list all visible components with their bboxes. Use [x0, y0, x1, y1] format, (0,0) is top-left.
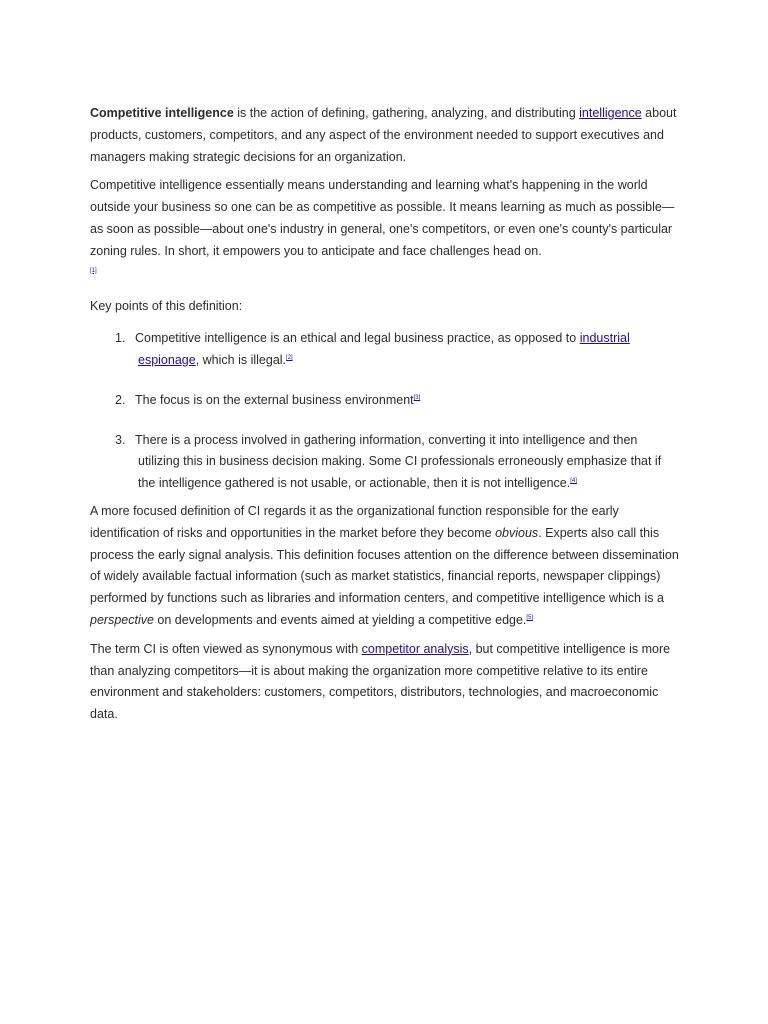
emphasis-obvious: obvious	[495, 525, 539, 540]
focused-definition-paragraph: A more focused definition of CI regards it as the organizational function responsible for the early identification of risks and opportunities in the market before they become obvious. Experts also call this process the early signal analysis. This definition focuses attention on the difference between dissemination of widely available factual information (such as market statistics, financial reports, newspaper clippings) performed by functions such as libraries and information centers, and competitive intelligence which is a perspective on developments and events aimed at yielding a competitive edge.[5]	[90, 503, 679, 627]
list-number: 3.	[115, 432, 126, 447]
term-competitive-intelligence: Competitive intelligence	[90, 106, 234, 120]
meaning-paragraph: Competitive intelligence essentially means understanding and learning what's happening in the world outside your business so one can be as competitive as possible. It means learning as much as possible—as soon as possible—about one's industry in general, one's competitors, or even one's county's particular zoning rules. In short, it empowers you to anticipate and face challenges head on. [1]	[90, 178, 675, 274]
list-number: 2.	[115, 392, 126, 407]
reference-5[interactable]: [5]	[526, 614, 534, 621]
list-item: 2. The focus is on the external business environment[3]	[90, 390, 682, 412]
keypoints-intro: Key points of this definition:	[90, 299, 243, 314]
reference-2[interactable]: [2]	[286, 354, 293, 361]
list-item: 1. Competitive intelligence is an ethical and legal business practice, as opposed to industrial espionage, which is illegal.[2]	[90, 328, 682, 372]
list-item: 3. There is a process involved in gathering information, converting it into intelligence and then utilizing this in business decision making. Some CI professionals erroneously emphasize that if the intelligence gathered is not usable, or actionable, then it is not intelligence.[4]	[90, 430, 682, 495]
keypoints-list	[90, 328, 682, 495]
reference-1[interactable]: [1]	[90, 267, 97, 274]
definition-paragraph: Competitive intelligence is the action of defining, gathering, analyzing, and distributing intelligence about products, customers, competitors, and any aspect of the environment needed to support executives and managers making strategic decisions for an organization.	[90, 106, 677, 164]
ci-term-paragraph: The term CI is often viewed as synonymous with competitor analysis, but competitive intelligence is more than analyzing competitors—it is about making the organization more competitive relative to its entire environment and stakeholders: customers, competitors, distributors, technologies, and macroeconomic data.	[90, 641, 671, 722]
document-page	[90, 103, 682, 733]
link-industrial-espionage[interactable]: industrial espionage	[138, 331, 630, 367]
emphasis-perspective: perspective	[90, 612, 154, 627]
list-number: 1.	[115, 331, 126, 346]
reference-3[interactable]: [3]	[413, 394, 421, 401]
link-competitor-analysis[interactable]: competitor analysis	[361, 641, 469, 656]
reference-4[interactable]: [4]	[570, 478, 577, 485]
link-intelligence[interactable]: intelligence	[579, 106, 642, 120]
